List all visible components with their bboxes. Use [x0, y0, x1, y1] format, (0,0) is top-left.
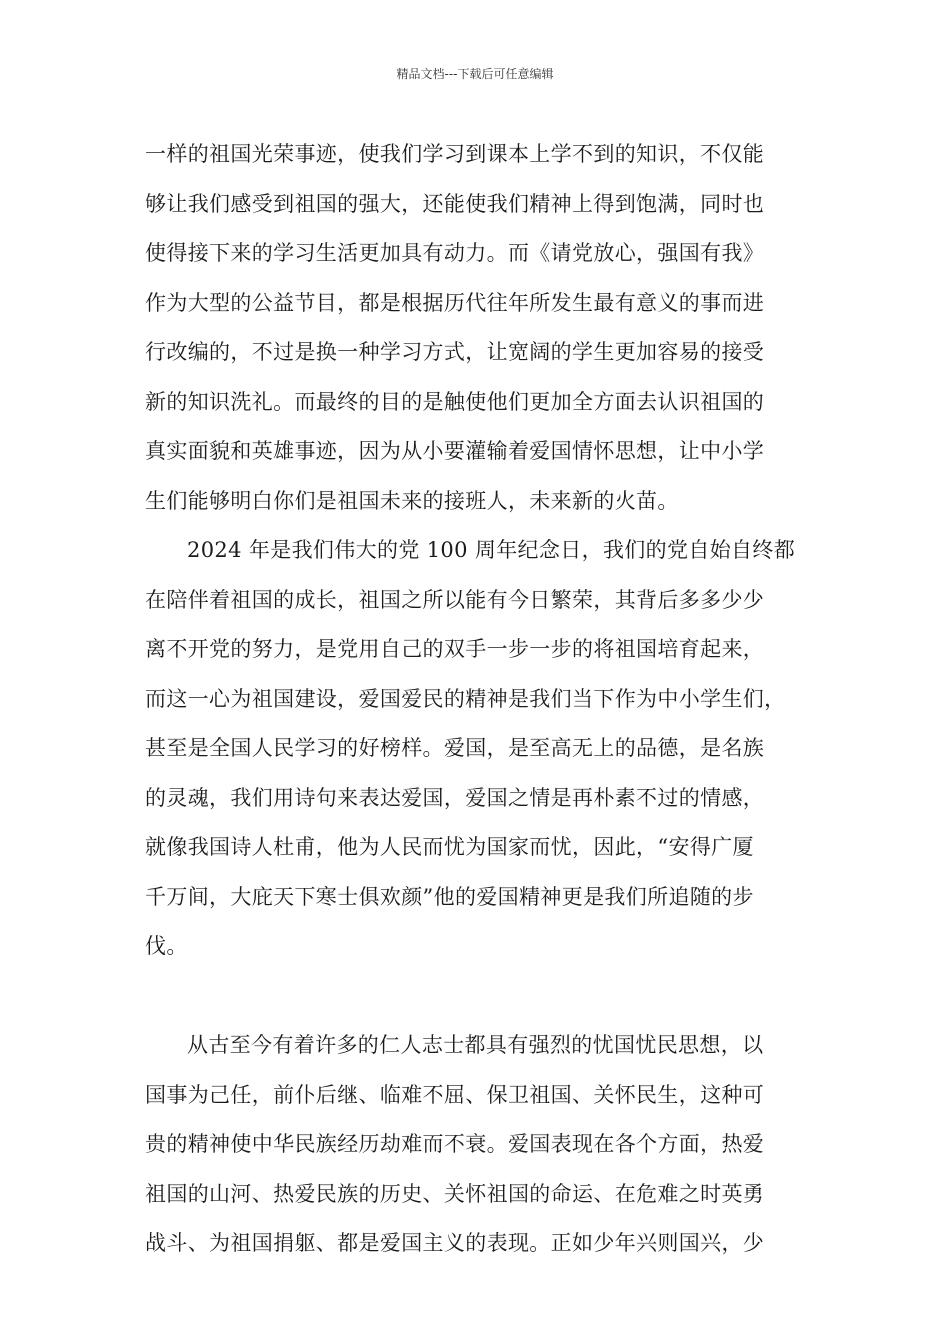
paragraph-1	[145, 130, 815, 526]
paragraph-3	[145, 1021, 815, 1269]
text-line: 伐。	[145, 934, 188, 958]
text-line: 国事为己任，前仆后继、临难不屈、保卫祖国、关怀民生，这种可	[145, 1082, 765, 1107]
text-line: 作为大型的公益节目，都是根据历代往年所发生最有意义的事而进	[145, 290, 765, 315]
text-line: 够让我们感受到祖国的强大，还能使我们精神上得到饱满，同时也	[145, 191, 765, 216]
text-line: 使得接下来的学习生活更加具有动力。而《请党放心，强国有我》	[145, 241, 765, 265]
paragraph-2	[145, 526, 815, 972]
text-line: 甚至是全国人民学习的好榜样。爱国，是至高无上的品德，是名族	[145, 736, 765, 760]
text-line: 生们能够明白你们是祖国未来的接班人，未来新的火苗。	[145, 488, 679, 513]
text-line: 离不开党的努力，是党用自己的双手一步一步的将祖国培育起来，	[145, 637, 765, 661]
text-line: 千万间，大庇天下寒士俱欢颜”他的爱国精神更是我们所追随的步	[145, 884, 754, 909]
text-line: 2024 年是我们伟大的党 100 周年纪念日，我们的党自始自终都	[187, 538, 796, 562]
text-line: 而这一心为祖国建设，爱国爱民的精神是我们当下作为中小学生们，	[145, 686, 786, 711]
text-line: 贵的精神使中华民族经历劫难而不衰。爱国表现在各个方面，热爱	[145, 1132, 765, 1156]
text-line: 就像我国诗人杜甫，他为人民而忧为国家而忧，因此，“安得广厦	[145, 835, 754, 859]
text-line: 行改编的，不过是换一种学习方式，让宽阔的学生更加容易的接受	[145, 340, 765, 364]
paragraph-spacer	[145, 972, 815, 1022]
text-line: 祖国的山河、热爱民族的历史、关怀祖国的命运、在危难之时英勇	[145, 1181, 765, 1206]
text-line: 真实面貌和英雄事迹，因为从小要灌输着爱国情怀思想，让中小学	[145, 439, 765, 463]
page-header: 精品文档---下载后可任意编辑	[396, 67, 554, 81]
text-line: 一样的祖国光荣事迹，使我们学习到课本上学不到的知识，不仅能	[145, 142, 765, 166]
text-line: 从古至今有着许多的仁人志士都具有强烈的忧国忧民思想，以	[187, 1033, 764, 1057]
text-line: 的灵魂，我们用诗句来表达爱国，爱国之情是再朴素不过的情感，	[145, 785, 765, 810]
document-body	[145, 130, 815, 1269]
text-line: 战斗、为祖国捐躯、都是爱国主义的表现。正如少年兴则国兴，少	[145, 1231, 765, 1255]
text-line: 新的知识洗礼。而最终的目的是触使他们更加全方面去认识祖国的	[145, 389, 765, 414]
text-line: 在陪伴着祖国的成长，祖国之所以能有今日繁荣，其背后多多少少	[145, 587, 765, 612]
